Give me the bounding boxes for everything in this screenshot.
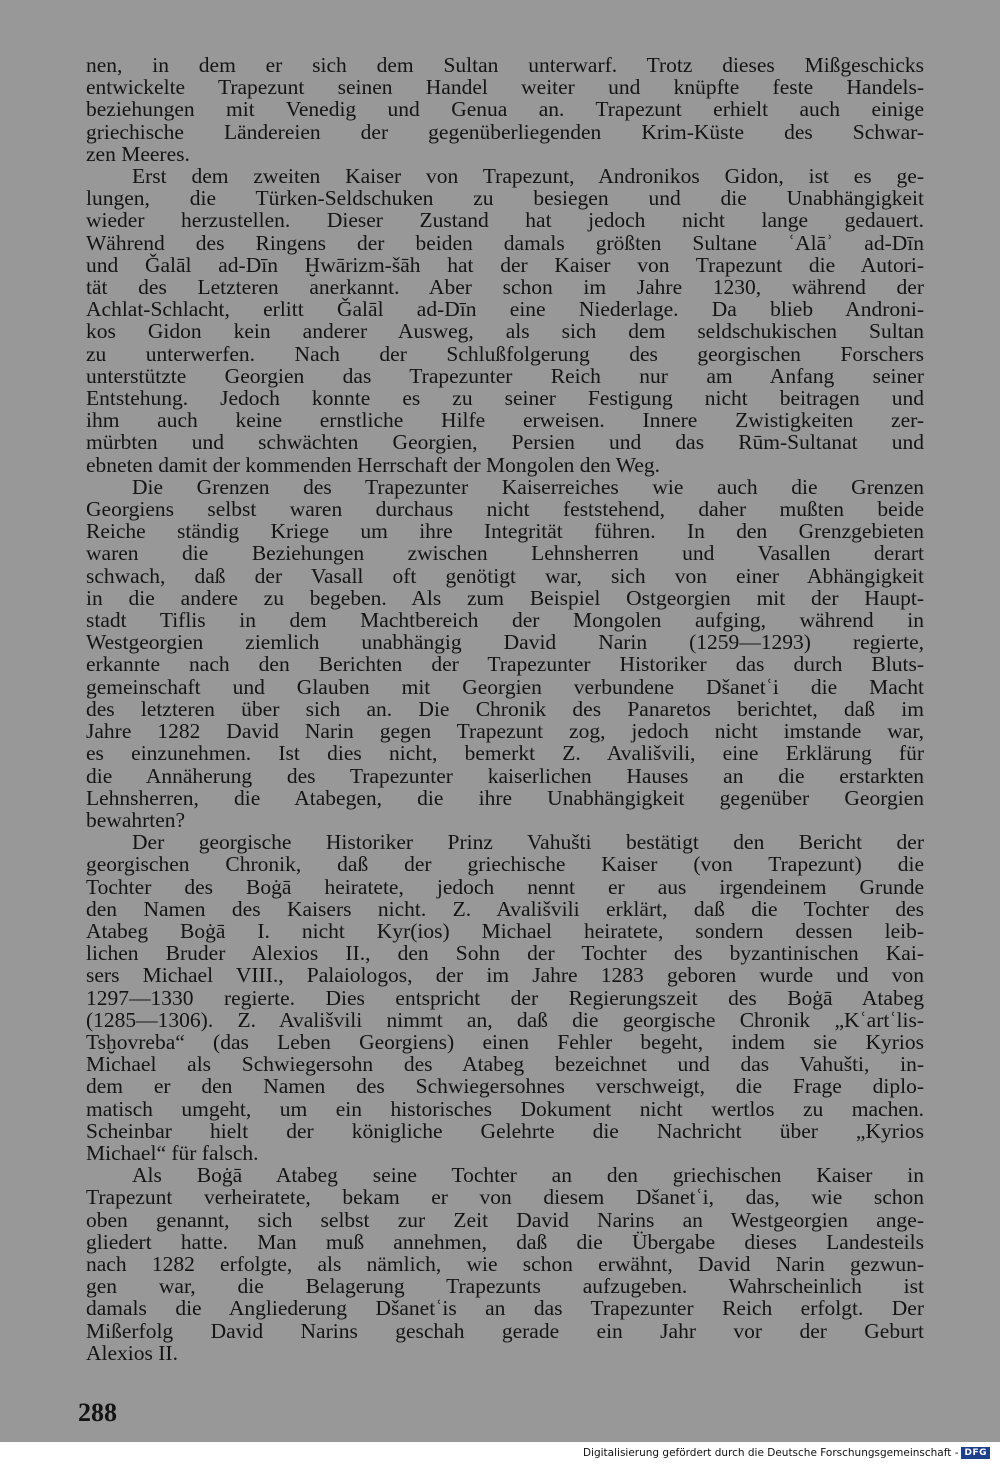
text-line: georgischen Chronik, daß der griechische Kaiser (von Trapezunt) die [86, 852, 924, 877]
paragraph [86, 1164, 924, 1364]
text-line: griechische Ländereien der gegenüberliegenden Krim-Küste des Schwar- [86, 119, 924, 144]
text-line: Lehnsherren, die Atabegen, die ihre Unabhängigkeit gegenüber Georgien [86, 785, 924, 810]
text-line: oben genannt, sich selbst zur Zeit David Narins an Westgeorgien ange- [86, 1207, 924, 1232]
text-line: tät des Letzteren anerkannt. Aber schon im Jahre 1230, während der [86, 275, 924, 300]
paragraph [86, 831, 924, 1164]
text-line: Als Boġā Atabeg seine Tochter an den griechischen Kaiser in [132, 1163, 924, 1188]
text-line: Der georgische Historiker Prinz Vahušti bestätigt den Bericht der [132, 830, 924, 855]
text-line: Mißerfolg David Narins geschah gerade ein Jahr vor der Geburt [86, 1318, 924, 1343]
text-line: erkannte nach den Berichten der Trapezunter Historiker das durch Bluts- [86, 652, 924, 677]
text-line: Westgeorgien ziemlich unabhängig David Narin (1259—1293) regierte, [86, 630, 924, 655]
text-line: den Namen des Kaisers nicht. Z. Avališvili erklärt, daß die Tochter des [86, 896, 924, 921]
text-line: dem er den Namen des Schwiegersohnes verschweigt, die Frage diplo- [86, 1074, 924, 1099]
text-line: Jahre 1282 David Narin gegen Trapezunt zog, jedoch nicht imstande war, [86, 719, 924, 744]
paragraph [86, 165, 924, 476]
body-text [86, 54, 924, 1364]
text-line: lungen, die Türken-Seldschuken zu besiegen und die Unabhängigkeit [86, 186, 924, 211]
text-line: (1285—1306). Z. Avališvili nimmt an, daß die georgische Chronik „Kʿartʿlis- [86, 1007, 924, 1032]
paragraph [86, 476, 924, 831]
text-line: gen war, die Belagerung Trapezunts aufzugeben. Wahrscheinlich ist [86, 1274, 924, 1299]
text-line: mürbten und schwächten Georgien, Persien und das Rūm-Sultanat und [86, 430, 924, 455]
text-line: und Ǧalāl ad-Dīn Ḫwārizm-šāh hat der Kaiser von Trapezunt die Autori- [86, 252, 924, 277]
text-line: Michael“ für falsch. [86, 1140, 259, 1165]
text-line: 1297—1330 regierte. Dies entspricht der Regierungszeit des Boġā Atabeg [86, 985, 924, 1010]
text-line: Trapezunt verheiratete, bekam er von diesem Dšanetʿi, das, wie schon [86, 1185, 924, 1210]
digitization-footer [583, 1447, 990, 1459]
text-line: zu unterwerfen. Nach der Schlußfolgerung des georgischen Forschers [86, 341, 924, 366]
text-line: waren die Beziehungen zwischen Lehnsherren und Vasallen derart [86, 541, 924, 566]
text-line: bewahrten? [86, 807, 186, 832]
text-line: nen, in dem er sich dem Sultan unterwarf. Trotz dieses Mißgeschicks [86, 53, 924, 77]
text-line: Alexios II. [86, 1340, 178, 1365]
paragraph [86, 54, 924, 165]
text-line: nach 1282 erfolgte, als nämlich, wie schon erwähnt, David Narin gezwun- [86, 1251, 924, 1276]
text-line: gliedert hatte. Man muß annehmen, daß die Übergabe dieses Landesteils [86, 1229, 924, 1254]
text-line: stadt Tiflis in dem Machtbereich der Mongolen aufging, während in [86, 608, 924, 633]
text-line: Georgiens selbst waren durchaus nicht feststehend, daher mußten beide [86, 497, 924, 522]
text-line: Scheinbar hielt der königliche Gelehrte die Nachricht über „Kyrios [86, 1118, 924, 1143]
text-line: gemeinschaft und Glauben mit Georgien verbundene Dšanetʿi die Macht [86, 674, 924, 699]
footer-text: Digitalisierung gefördert durch die Deutsche Forschungsgemeinschaft - [582, 1447, 959, 1459]
text-line: Atabeg Boġā I. nicht Kyr(ios) Michael heiratete, sondern dessen leib- [86, 918, 924, 943]
text-line: Achlat-Schlacht, erlitt Ǧalāl ad-Dīn eine Niederlage. Da blieb Androni- [86, 297, 924, 322]
text-line: lichen Bruder Alexios II., den Sohn der Tochter des byzantinischen Kai- [86, 941, 924, 966]
text-line: des letzteren über sich an. Die Chronik des Panaretos berichtet, daß im [86, 696, 924, 721]
text-line: beziehungen mit Venedig und Genua an. Trapezunt erhielt auch einige [86, 97, 924, 122]
page-number: 288 [78, 1398, 117, 1427]
text-line: Die Grenzen des Trapezunter Kaiserreiches wie auch die Grenzen [132, 474, 924, 499]
text-line: kos Gidon kein anderer Ausweg, als sich dem seldschukischen Sultan [86, 319, 924, 344]
text-line: sers Michael VIII., Palaiologos, der im Jahre 1283 geboren wurde und von [86, 963, 924, 988]
text-line: entwickelte Trapezunt seinen Handel weiter und knüpfte feste Handels- [86, 75, 924, 100]
text-line: wieder herzustellen. Dieser Zustand hat jedoch nicht lange gedauert. [86, 208, 924, 233]
text-line: Reiche ständig Kriege um ihre Integrität führen. In den Grenzgebieten [86, 519, 924, 544]
text-line: schwach, daß der Vasall oft genötigt war, sich von einer Abhängigkeit [86, 563, 924, 588]
text-line: zen Meeres. [86, 141, 190, 166]
text-line: in die andere zu begeben. Als zum Beispiel Ostgeorgien mit der Haupt- [86, 585, 924, 610]
text-line: damals die Angliederung Dšanetʿis an das Trapezunter Reich erfolgt. Der [86, 1296, 924, 1321]
text-line: Tochter des Boġā heiratete, jedoch nennt er aus irgendeinem Grunde [86, 874, 924, 899]
dfg-logo: DFG [961, 1447, 990, 1459]
text-line: ihm auch keine ernstliche Hilfe erweisen. Innere Zwistigkeiten zer- [86, 408, 924, 433]
text-line: es einzunehmen. Ist dies nicht, bemerkt Z. Avališvili, eine Erklärung für [86, 741, 924, 766]
text-line: Während des Ringens der beiden damals größten Sultane ʿAlāʾ ad-Dīn [86, 230, 924, 255]
text-line: unterstützte Georgien das Trapezunter Reich nur am Anfang seiner [86, 363, 924, 388]
text-line: Erst dem zweiten Kaiser von Trapezunt, Andronikos Gidon, ist es ge- [132, 164, 924, 189]
text-line: die Annäherung des Trapezunter kaiserlichen Hauses an die erstarkten [86, 763, 924, 788]
text-line: matisch umgeht, um ein historisches Dokument nicht wertlos zu machen. [86, 1096, 924, 1121]
text-line: Entstehung. Jedoch konnte es zu seiner Festigung nicht beitragen und [86, 386, 924, 411]
text-line: Tsḫovreba“ (das Leben Georgiens) einen Fehler begeht, indem sie Kyrios [86, 1029, 924, 1054]
text-line: ebneten damit der kommenden Herrschaft der Mongolen den Weg. [86, 452, 661, 477]
text-line: Michael als Schwiegersohn des Atabeg bezeichnet und das Vahušti, in- [86, 1052, 924, 1077]
